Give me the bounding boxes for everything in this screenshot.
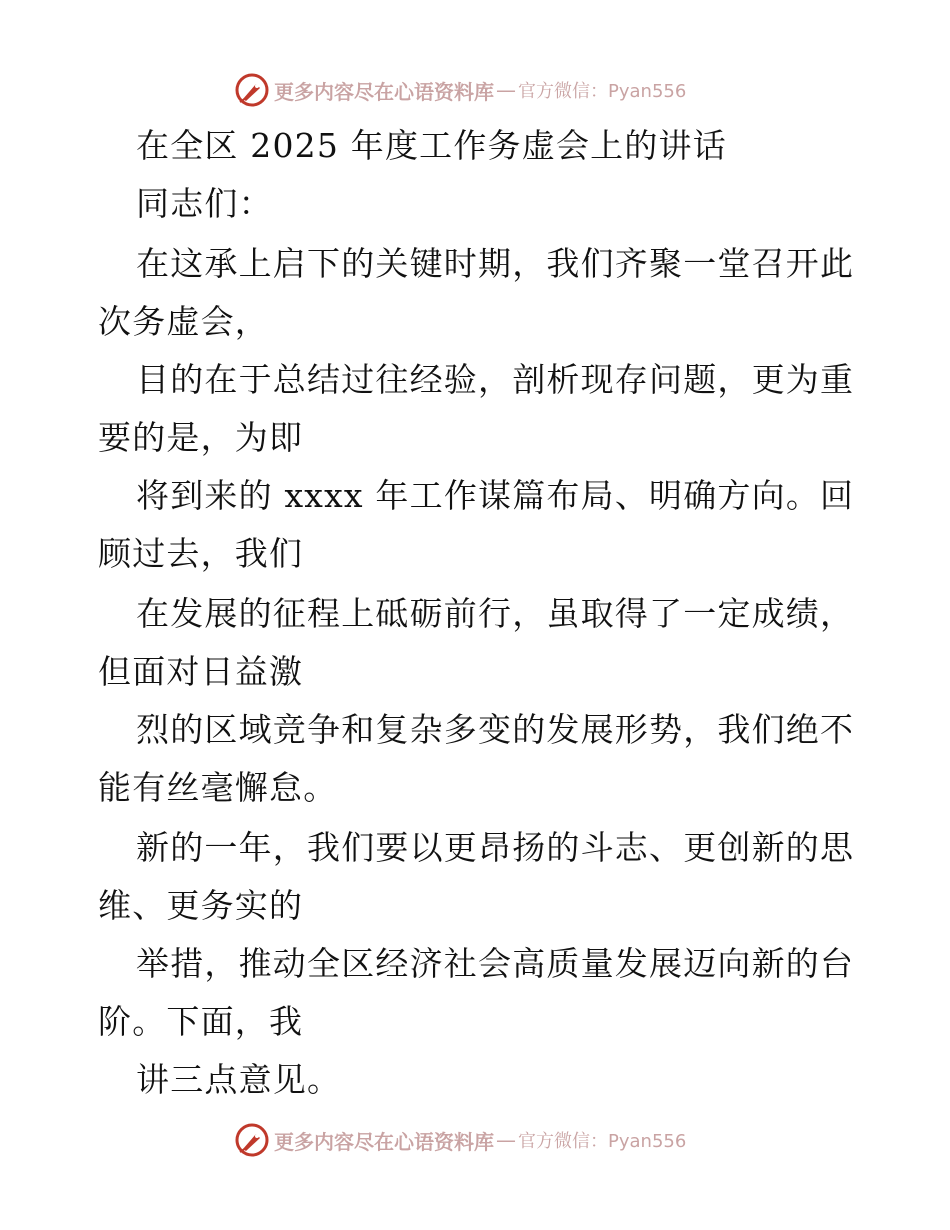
paragraph-line: 次务虚会，	[98, 302, 269, 341]
paragraph-line: 在这承上启下的关键时期，我们齐聚一堂召开此	[136, 244, 855, 283]
watermark-dash: —	[496, 1128, 516, 1152]
paragraph-line: 举措，推动全区经济社会高质量发展迈向新的台	[136, 944, 855, 983]
paragraph-line: 维、更务实的	[98, 886, 304, 925]
watermark-contact: 官方微信：Pyan556	[518, 1131, 687, 1152]
pen-nib-logo-icon	[234, 1122, 270, 1158]
watermark-brand: 更多内容尽在心语资料库	[274, 1129, 494, 1154]
paragraph-line: 烈的区域竞争和复杂多变的发展形势，我们绝不	[136, 710, 855, 749]
salutation: 同志们：	[136, 184, 273, 223]
footer-watermark	[234, 1120, 686, 1160]
header-watermark	[234, 70, 686, 110]
paragraph-line: 在发展的征程上砥砺前行，虽取得了一定成绩，	[136, 594, 855, 633]
paragraph-line: 顾过去，我们	[98, 534, 304, 573]
pen-nib-logo-icon	[234, 72, 270, 108]
paragraph-line: 能有丝毫懈怠。	[98, 768, 338, 807]
watermark-dash: —	[496, 78, 516, 102]
paragraph-line: 但面对日益激	[98, 652, 304, 691]
paragraph-line: 将到来的 xxxx 年工作谋篇布局、明确方向。回	[136, 476, 855, 515]
watermark-contact: 官方微信：Pyan556	[518, 81, 687, 102]
paragraph-line: 阶。下面，我	[98, 1002, 304, 1041]
paragraph-line: 新的一年，我们要以更昂扬的斗志、更创新的思	[136, 828, 855, 867]
watermark-brand: 更多内容尽在心语资料库	[274, 79, 494, 104]
paragraph-line: 讲三点意见。	[136, 1060, 342, 1099]
paragraph-line: 目的在于总结过往经验，剖析现存问题，更为重	[136, 360, 855, 399]
document-title: 在全区 2025 年度工作务虚会上的讲话	[136, 126, 727, 165]
paragraph-line: 要的是，为即	[98, 418, 304, 457]
